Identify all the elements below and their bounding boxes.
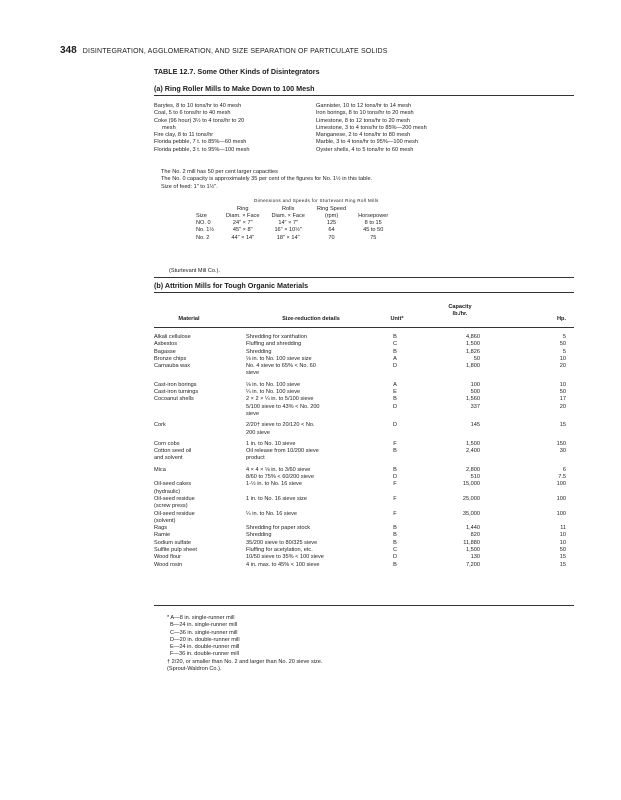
- footnote: * A—8 in. single-runner mill: [167, 615, 235, 621]
- list-item: Florida pebble, 3 t. to 95%—100 mesh: [154, 146, 250, 153]
- hp-cell: 100: [556, 510, 566, 517]
- section-b-header-rule: [154, 327, 574, 328]
- details-cell: Shredding for paper stock: [246, 525, 311, 532]
- capacity-cell: 820: [470, 532, 480, 539]
- section-b-title: (b) Attrition Mills for Tough Organic Materials: [154, 281, 309, 290]
- details-cell: Shredding: [246, 348, 272, 355]
- table-row: [154, 382, 574, 389]
- cell: 45" × 8": [232, 227, 253, 234]
- cell: 125: [326, 220, 337, 226]
- details-cell: 2 × 2 × ¼ in. to 5/100 sieve: [246, 396, 314, 403]
- capacity-cell: 1,800: [466, 363, 480, 370]
- unit-cell: B: [393, 448, 397, 455]
- table-row: [154, 404, 574, 411]
- column-header-capacity: Capacity: [448, 304, 472, 310]
- details-cell: 8/60 to 75% < 60/200 sieve: [246, 474, 314, 481]
- hp-cell: 50: [559, 341, 566, 348]
- unit-cell: B: [393, 396, 397, 403]
- section-a-notes: [161, 169, 372, 191]
- details-cell: 35/200 sieve to 80/325 sieve: [246, 539, 318, 546]
- capacity-cell: 4,860: [466, 334, 480, 340]
- hp-cell: 100: [556, 495, 566, 502]
- table-row: [154, 363, 574, 370]
- hp-cell: 6: [562, 466, 566, 473]
- details-cell: 4 in. max. to 45% < 100 sieve: [246, 561, 320, 568]
- section-b-top-rule: [154, 277, 574, 278]
- hp-cell: 5: [562, 334, 566, 340]
- footnote: (Sprout-Waldron Co.).: [167, 666, 222, 673]
- list-item: mesh: [162, 124, 176, 131]
- details-cell: Fluffing and shredding: [246, 341, 302, 348]
- table-row: [154, 349, 574, 356]
- table-row: [154, 562, 574, 569]
- unit-cell: C: [392, 341, 398, 348]
- dim-header: Diam. × Face: [226, 213, 260, 219]
- hp-cell: 5: [562, 348, 566, 355]
- material-cell: Sulfite pulp sheet: [154, 547, 197, 554]
- material-cell: Oil-seed residue: [154, 495, 195, 502]
- column-header-hp: Hp.: [556, 316, 566, 322]
- list-item: Fire clay, 8 to 11 tons/hr: [154, 132, 214, 139]
- details-cell: Shredding: [246, 532, 272, 539]
- list-item: Barytes, 8 to 10 tons/hr to 40 mesh: [154, 103, 242, 109]
- unit-cell: F: [393, 481, 397, 488]
- list-item: Gannister, 10 to 12 tons/hr to 14 mesh: [316, 103, 412, 109]
- cell: No. 2: [196, 234, 210, 241]
- table-row: [154, 455, 574, 462]
- material-cell: Mica: [154, 466, 166, 473]
- dim-header: Ring: [237, 206, 249, 212]
- column-header-material: Material: [178, 316, 200, 322]
- hp-cell: 50: [559, 547, 566, 554]
- material-cell: (hydraulic): [154, 488, 181, 495]
- footnote: C—36 in. single-runner mill: [170, 629, 238, 636]
- details-cell: ¼ in. to No. 16 sieve: [246, 510, 297, 517]
- section-b-table: [154, 334, 574, 569]
- list-item: Florida pebble, 7 t. to 85%—60 mesh: [154, 139, 247, 146]
- cell: NO. 0: [196, 220, 211, 226]
- capacity-cell: 1,826: [466, 348, 480, 355]
- details-cell: ⅛ in. to No. 100 sieve: [246, 381, 301, 388]
- column-header-details: Size-reduction details: [282, 316, 340, 322]
- unit-cell: D: [392, 363, 398, 370]
- hp-cell: 11: [560, 525, 566, 532]
- details-cell: sieve: [246, 410, 260, 417]
- cell: 70: [328, 234, 335, 241]
- details-cell: 2/20† sieve to 20/120 < No.: [246, 422, 315, 429]
- note-line: The No. 0 capacity is approximately 35 per cent of the figures for No. 1½ in this table.: [161, 176, 373, 183]
- material-cell: Wood flour: [154, 554, 181, 561]
- details-cell: 5/100 sieve to 43% < No. 200: [246, 403, 320, 410]
- capacity-cell: 11,880: [463, 539, 480, 546]
- material-cell: Oil-seed residue: [154, 510, 195, 517]
- list-item: Manganese, 2 to 4 tons/hr to 80 mesh: [316, 132, 411, 139]
- section-a-right-column: [316, 103, 576, 154]
- table-row: [154, 448, 574, 455]
- cell: 14" × 7": [278, 220, 299, 226]
- table-row: [154, 496, 574, 503]
- section-a-rule: [154, 95, 574, 96]
- details-cell: Fluffing for acetylation, etc.: [246, 547, 313, 554]
- capacity-cell: 25,000: [462, 495, 480, 502]
- unit-cell: A: [393, 355, 397, 362]
- material-cell: Cast-iron borings: [154, 381, 197, 388]
- unit-cell: F: [393, 495, 397, 502]
- details-cell: 4 × 4 × ⅛ in. to 3/60 sieve: [246, 466, 311, 473]
- hp-cell: 15: [559, 561, 566, 568]
- details-cell: ¼ in. to No. 100 sieve: [246, 389, 301, 396]
- note-line: The No. 2 mill has 50 per cent larger capacities: [161, 169, 278, 175]
- dim-header: Size: [196, 213, 207, 219]
- section-b-footnotes: [167, 615, 322, 673]
- material-cell: Alkali cellulose: [154, 334, 191, 340]
- capacity-cell: 500: [470, 389, 480, 396]
- table-row: [190, 235, 394, 242]
- table-row: [154, 481, 574, 488]
- material-cell: Ramie: [154, 532, 171, 539]
- hp-cell: 7.5: [558, 474, 566, 481]
- material-cell: Cork: [154, 422, 166, 429]
- material-cell: Wood rosin: [154, 561, 183, 568]
- material-cell: (screw press): [154, 503, 188, 510]
- table-row: [154, 396, 574, 403]
- unit-cell: D: [392, 403, 398, 410]
- footnote: B—24 in. single-runner mill: [170, 622, 238, 629]
- footnote: E—24 in. double-runner mill: [170, 644, 240, 651]
- capacity-cell: 510: [470, 474, 480, 481]
- dim-header: Horsepower: [358, 213, 389, 219]
- table-row: [154, 441, 574, 448]
- material-cell: Oil-seed cakes: [154, 481, 191, 488]
- table-row: [154, 532, 574, 539]
- capacity-cell: 1,560: [466, 396, 480, 403]
- cell: 44" × 14": [231, 234, 255, 241]
- list-item: Oyster shells, 4 to 5 tons/hr to 60 mesh: [316, 146, 414, 153]
- dim-header: Rolls: [281, 206, 295, 212]
- cell: 18" × 14": [276, 234, 300, 241]
- table-row: [154, 489, 574, 496]
- table-row: [154, 525, 574, 532]
- details-cell: sieve: [246, 370, 260, 377]
- hp-cell: 100: [556, 481, 566, 488]
- table-row: [154, 430, 574, 437]
- table-row: [154, 341, 574, 348]
- footnote: D—20 in. double-runner mill: [170, 636, 240, 643]
- unit-cell: D: [392, 422, 398, 429]
- table-row: [154, 511, 574, 518]
- material-cell: Sodium sulfate: [154, 539, 192, 546]
- unit-cell: A: [393, 381, 397, 388]
- footnote: F—36 in. double-runner mill: [170, 651, 240, 658]
- hp-cell: 20: [559, 363, 566, 370]
- details-cell: 1-½ in. to No. 16 sieve: [246, 481, 302, 488]
- list-item: Limestone, 8 to 12 tons/hr to 20 mesh: [316, 117, 410, 124]
- cell: 24" × 7": [232, 220, 253, 226]
- section-a-source: (Sturtevant Mill Co.).: [169, 268, 220, 274]
- unit-cell: B: [393, 466, 397, 473]
- unit-cell: B: [393, 334, 397, 340]
- table-row: [190, 227, 394, 234]
- capacity-cell: 2,400: [466, 448, 480, 455]
- table-row: [154, 467, 574, 474]
- details-cell: Shredding for xanthation: [246, 334, 307, 340]
- dimensions-table: [190, 206, 394, 242]
- unit-cell: B: [393, 539, 397, 546]
- hp-cell: 15: [559, 422, 566, 429]
- unit-cell: B: [393, 532, 397, 539]
- table-row: [154, 554, 574, 561]
- list-item: Coal, 5 to 6 tons/hr to 40 mesh: [154, 110, 231, 117]
- capacity-cell: 145: [470, 422, 480, 429]
- hp-cell: 20: [559, 403, 566, 410]
- material-cell: Cotton seed oil: [154, 448, 192, 455]
- list-item: Limestone, 3 to 4 tons/hr to 85%—200 mesh: [316, 124, 427, 131]
- hp-cell: 15: [559, 554, 566, 561]
- details-cell: ⅛ in. to No. 100 sieve size: [246, 355, 312, 362]
- material-cell: Carnauba wax: [154, 363, 191, 370]
- unit-cell: B: [393, 348, 397, 355]
- list-item: Marble, 3 to 4 tons/hr to 95%—100 mesh: [316, 139, 418, 146]
- table-title: TABLE 12.7. Some Other Kinds of Disintegrators: [154, 67, 320, 76]
- capacity-cell: 337: [470, 403, 480, 410]
- unit-cell: D: [392, 554, 398, 561]
- details-cell: Oil release from 10/200 sieve: [246, 448, 319, 455]
- details-cell: 1 in. to No. 10 sieve: [246, 440, 296, 447]
- table-row: [154, 411, 574, 418]
- material-cell: Cocoanut shells: [154, 396, 194, 403]
- section-b-bottom-rule: [154, 605, 574, 606]
- table-row: [154, 540, 574, 547]
- section-a-left-column: [154, 103, 312, 154]
- section-a-title: (a) Ring Roller Mills to Make Down to 100 Mesh: [154, 84, 315, 93]
- table-row: [154, 503, 574, 510]
- dim-header: Ring Speed: [316, 206, 347, 212]
- cell: 16" × 10½": [274, 227, 302, 234]
- table-row: [154, 389, 574, 396]
- capacity-cell: 130: [470, 554, 480, 561]
- capacity-cell: 50: [473, 355, 480, 362]
- capacity-cell: 100: [470, 381, 480, 388]
- capacity-cell: 1,500: [466, 341, 480, 348]
- material-cell: Asbestos: [154, 341, 178, 348]
- cell: No. 1½: [196, 227, 215, 234]
- dim-header: [190, 206, 220, 213]
- hp-cell: 30: [559, 448, 566, 455]
- details-cell: No. 4 sieve to 65% < No. 60: [246, 363, 316, 370]
- details-cell: 1 in. to No. 16 sieve size: [246, 495, 307, 502]
- column-header-capacity-unit: lb./hr.: [452, 311, 468, 317]
- dim-header: Diam. × Face: [271, 213, 305, 219]
- unit-cell: F: [393, 510, 397, 517]
- material-cell: Cast-iron turnings: [154, 389, 199, 396]
- cell: 64: [328, 227, 335, 234]
- capacity-cell: 35,000: [462, 510, 480, 517]
- table-row: [154, 370, 574, 377]
- material-cell: Rags: [154, 525, 168, 532]
- cell: 45 to 50: [363, 227, 384, 234]
- unit-cell: D: [392, 474, 398, 481]
- material-cell: Corn cobs: [154, 440, 180, 447]
- footnote: † 2/20, or smaller than No. 2 and larger than No. 20 sieve size.: [167, 658, 323, 665]
- dim-header: (rpm): [324, 213, 339, 219]
- cell: 8 to 15: [364, 220, 382, 226]
- material-cell: (solvent): [154, 517, 176, 524]
- capacity-cell: 1,500: [466, 547, 480, 554]
- dimensions-table-title: Dimensions and Speeds for Sturtevant Ring Roll Mills: [254, 198, 379, 203]
- material-cell: Bagasse: [154, 348, 176, 355]
- unit-cell: B: [393, 561, 397, 568]
- list-item: Coke (96 hour) 3½ to 4 tons/hr to 20: [154, 117, 245, 124]
- hp-cell: 50: [559, 389, 566, 396]
- capacity-cell: 1,440: [466, 525, 480, 532]
- dim-header: [352, 206, 394, 213]
- section-b-title-rule: [154, 292, 574, 293]
- hp-cell: 10: [559, 539, 566, 546]
- note-line: Size of feed: 1" to 1½".: [161, 183, 218, 190]
- table-row: [154, 474, 574, 481]
- hp-cell: 10: [559, 355, 566, 362]
- details-cell: 200 sieve: [246, 429, 270, 436]
- column-header-unit: Unit*: [390, 316, 404, 322]
- page-number: 348: [60, 45, 77, 56]
- unit-cell: C: [392, 547, 398, 554]
- material-cell: Bronze chips: [154, 355, 187, 362]
- capacity-cell: 1,500: [466, 440, 480, 447]
- hp-cell: 10: [559, 381, 566, 388]
- unit-cell: B: [393, 525, 397, 532]
- capacity-cell: 7,200: [466, 561, 480, 568]
- capacity-cell: 15,000: [462, 481, 480, 488]
- list-item: Iron borings, 8 to 10 tons/hr to 20 mesh: [316, 110, 414, 117]
- hp-cell: 10: [559, 532, 566, 539]
- unit-cell: F: [393, 440, 397, 447]
- hp-cell: 17: [559, 396, 566, 403]
- cell: 75: [370, 234, 377, 241]
- table-row: [154, 356, 574, 363]
- material-cell: and solvent: [154, 455, 183, 462]
- table-row: [154, 547, 574, 554]
- table-row: [154, 334, 574, 341]
- unit-cell: E: [393, 389, 397, 396]
- hp-cell: 150: [556, 440, 566, 447]
- table-row: [154, 518, 574, 525]
- capacity-cell: 2,800: [466, 466, 480, 473]
- running-header: [60, 45, 600, 56]
- running-title: DISINTEGRATION, AGGLOMERATION, AND SIZE SEPARATION OF PARTICULATE SOLIDS: [82, 48, 388, 55]
- details-cell: 10/50 sieve to 35% < 100 sieve: [246, 554, 324, 561]
- table-row: [154, 422, 574, 429]
- details-cell: product: [246, 455, 265, 462]
